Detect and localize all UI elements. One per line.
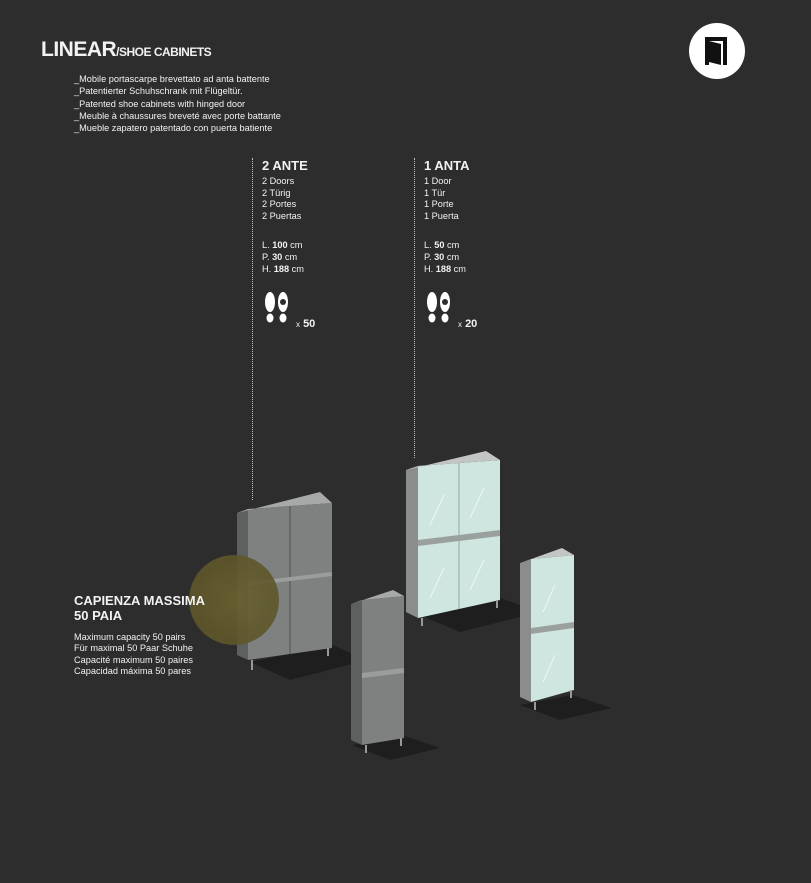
dimension-width: L. 100 cm bbox=[262, 240, 303, 251]
capacity-line: Capacité maximum 50 paires bbox=[74, 654, 193, 665]
tagline: _Patentierter Schuhschrank mit Flügeltür. bbox=[74, 86, 243, 97]
door-label: 2 Doors bbox=[262, 176, 295, 186]
door-label: 2 Türig bbox=[262, 187, 291, 198]
capacity-line: Für maximal 50 Paar Schuhe bbox=[74, 643, 193, 654]
capacity-title: CAPIENZA MASSIMA bbox=[74, 593, 205, 608]
dimension-height: H. 188 cm bbox=[424, 263, 466, 274]
dimension-height: H. 188 cm bbox=[262, 263, 304, 274]
cabinet-2-doors-glass bbox=[406, 451, 500, 626]
capacity-block bbox=[74, 593, 205, 678]
door-label: 1 Door bbox=[424, 176, 452, 186]
capacity-line: Capacidad máxima 50 pares bbox=[74, 666, 191, 677]
dimension-depth: P. 30 cm bbox=[424, 251, 460, 262]
cabinet-1-door-glass bbox=[520, 548, 574, 710]
quantity-label: x 20 bbox=[458, 318, 478, 330]
door-label: 1 Porte bbox=[424, 199, 454, 210]
dimension-width: L. 50 cm bbox=[424, 240, 460, 251]
door-label: 2 Puertas bbox=[262, 210, 302, 221]
door-label: 1 Puerta bbox=[424, 210, 459, 221]
column-heading: 1 ANTA bbox=[424, 158, 470, 173]
tagline: _Patented shoe cabinets with hinged door bbox=[74, 98, 246, 109]
capacity-line: Maximum capacity 50 pairs bbox=[74, 632, 186, 642]
capacity-lines bbox=[74, 632, 205, 678]
column-heading: 2 ANTE bbox=[262, 158, 308, 173]
quantity-label: x 50 bbox=[296, 318, 316, 330]
door-label: 2 Portes bbox=[262, 199, 297, 210]
tagline: _Meuble à chaussures breveté avec porte battante bbox=[74, 110, 281, 121]
tagline: _Mueble zapatero patentado con puerta batiente bbox=[74, 123, 273, 134]
brand-name: LINEAR bbox=[41, 38, 117, 61]
dimension-depth: P. 30 cm bbox=[262, 251, 298, 262]
door-label: 1 Tür bbox=[424, 187, 446, 198]
cabinet-1-door-grey bbox=[351, 590, 404, 753]
capacity-title: 50 PAIA bbox=[74, 608, 123, 623]
tagline: _Mobile portascarpe brevettato ad anta battente bbox=[74, 74, 270, 84]
title-subtitle: /SHOE CABINETS bbox=[116, 45, 212, 59]
